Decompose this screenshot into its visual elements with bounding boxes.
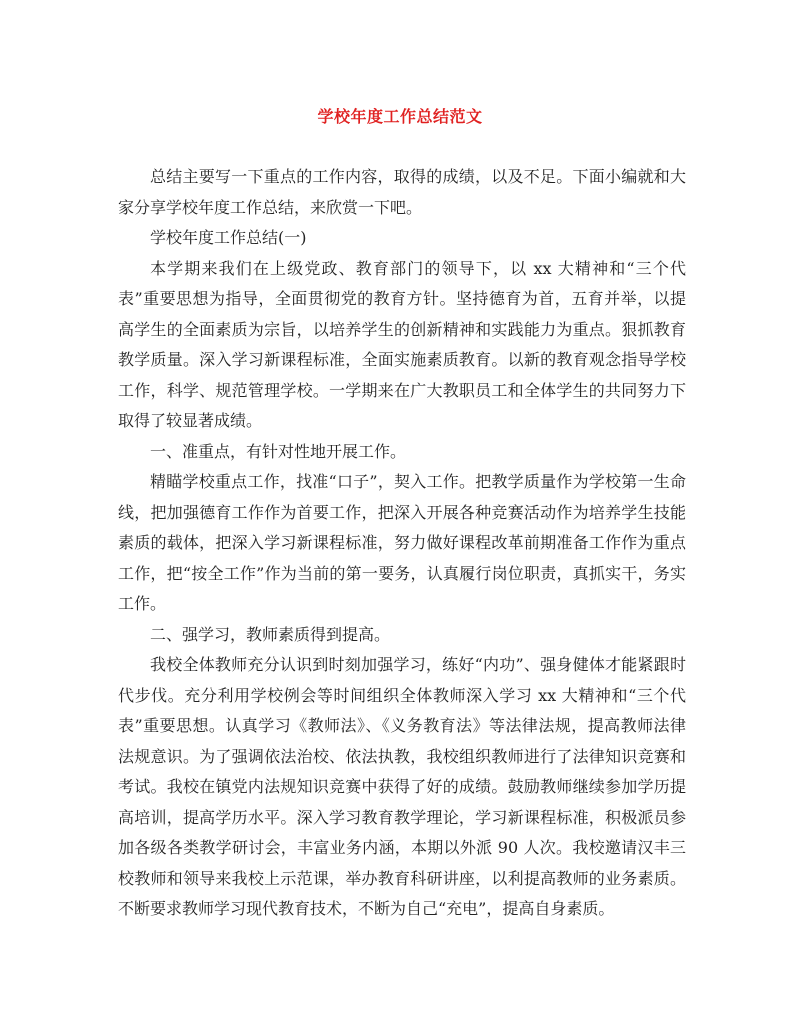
document-title: 学校年度工作总结范文 bbox=[317, 107, 483, 126]
section-heading-focus: 一、准重点，有针对性地开展工作。 bbox=[150, 441, 407, 461]
intro-paragraph: 总结主要写一下重点的工作内容，取得的成绩，以及不足。下面小编就和大家分享学校年度工作总结，来欣赏一下吧。 bbox=[118, 167, 686, 217]
focus-paragraph: 精瞄学校重点工作，找准“口子”，契入工作。把教学质量作为学校第一生命线，把加强德育工作作为首要工作，把深入开展各种竞赛活动作为培养学生技能素质的载体，把深入学习新课程标准，努力做好课程改革前期准备工作作为重点工作，把“按全工作”作为当前的第一要务，认真履行岗位职责，真抓实干，务实工作。 bbox=[118, 472, 686, 613]
learning-paragraph: 我校全体教师充分认识到时刻加强学习，练好“内功”、强身健体才能紧跟时代步伐。充分利用学校例会等时间组织全体教师深入学习 xx 大精神和“三个代表”重要思想。认真学习《教师法》、《义务教育法》等法律法规，提高教师法律法规意识。为了强调依法治校、依法执教，我校组织教师进行了法律知识竞赛和考试。我校在镇党内法规知识竞赛中获得了好的成绩。鼓励教师继续参加学历提高培训，提高学历水平。深入学习教育教学理论，学习新课程标准，积极派员参加各级各类教学研讨会，丰富业务内涵，本期以外派 90 人次。我校邀请汉丰三校教师和领导来我校上示范课，举办教育科研讲座，以利提高教师的业务素质。不断要求教师学习现代教育技术，不断为自己“充电”，提高自身素质。 bbox=[118, 655, 686, 918]
section-heading-learning: 二、强学习，教师素质得到提高。 bbox=[150, 624, 391, 644]
section-heading-summary-one: 学校年度工作总结(一) bbox=[150, 228, 307, 247]
overview-paragraph: 本学期来我们在上级党政、教育部门的领导下，以 xx 大精神和“三个代表”重要思想为指导，全面贯彻党的教育方针。坚持德育为首，五育并举，以提高学生的全面素质为宗旨，以培养学生的创新精神和实践能力为重点。狠抓教育教学质量。深入学习新课程标准，全面实施素质教育。以新的教育观念指导学校工作，科学、规范管理学校。一学期来在广大教职员工和全体学生的共同努力下取得了较显著成绩。 bbox=[118, 258, 686, 430]
document-body bbox=[118, 162, 686, 925]
